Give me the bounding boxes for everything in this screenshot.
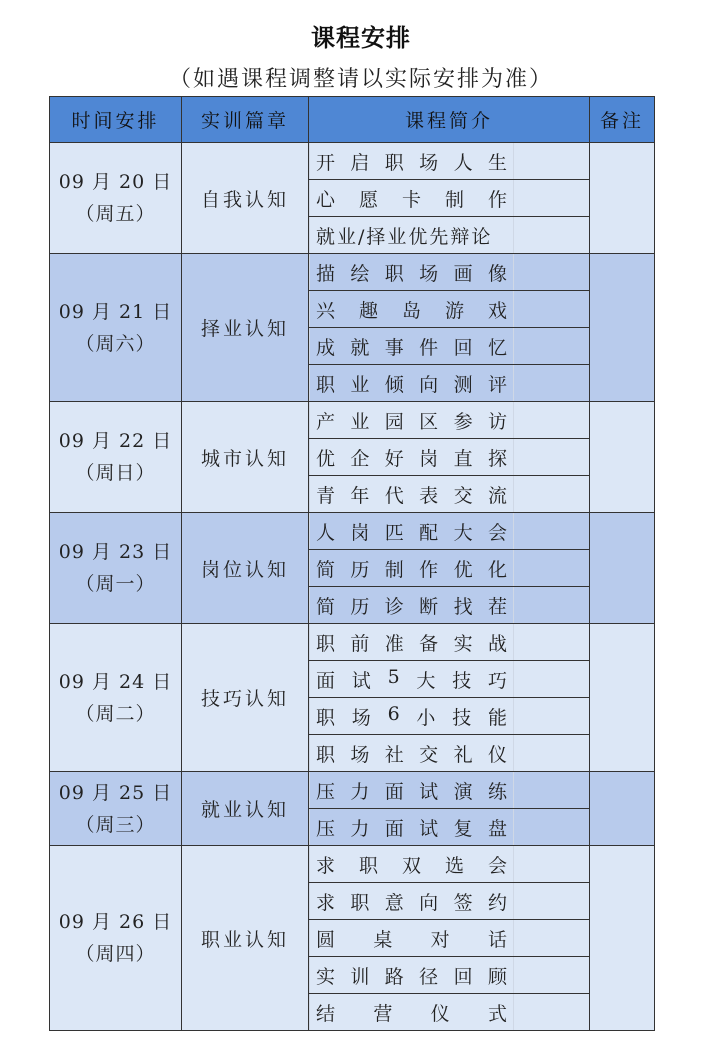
course-item (309, 143, 514, 179)
header-chapter: 实训篇章 (182, 97, 309, 143)
course-item (309, 328, 514, 364)
course-item (309, 772, 514, 808)
page-title: 课程安排 (311, 24, 411, 52)
date-cell (50, 772, 182, 846)
course-cell (309, 624, 590, 661)
course-cell (309, 661, 590, 698)
course-item (309, 994, 514, 1030)
course-cell (309, 439, 590, 476)
course-cell (309, 698, 590, 735)
course-item (309, 476, 514, 512)
course-text: 描 绘 职 场 画 像 (316, 262, 507, 285)
date-text: 09 月 20 日 (58, 171, 173, 193)
course-text: 优 企 好 岗 直 探 (316, 447, 507, 470)
table-row (50, 513, 655, 550)
course-item (309, 698, 514, 734)
date-text: 09 月 21 日 (58, 300, 173, 323)
chapter-cell: 岗位认知 (182, 513, 309, 624)
course-text: 简 历 诊 断 找 茬 (316, 595, 507, 618)
weekday-text: （周二） (75, 702, 156, 725)
course-item (309, 957, 514, 993)
course-text: 职 前 准 备 实 战 (316, 632, 507, 655)
weekday-text: （周日） (75, 462, 156, 484)
weekday-text: （周一） (75, 573, 156, 595)
date-text: 09 月 24 日 (58, 670, 173, 693)
course-cell (309, 476, 590, 513)
course-item (309, 624, 514, 660)
course-cell (309, 328, 590, 365)
course-item (309, 587, 514, 623)
course-text: 开 启 职 场 人 生 (316, 151, 507, 174)
course-item (309, 846, 514, 882)
course-item (309, 661, 514, 697)
course-item (309, 180, 514, 216)
course-cell (309, 550, 590, 587)
note-cell (590, 402, 655, 513)
schedule-body (50, 143, 655, 1031)
table-row (50, 402, 655, 439)
chapter-cell: 就业认知 (182, 772, 309, 846)
course-text: 人 岗 匹 配 大 会 (316, 521, 507, 544)
page-subtitle: （如遇课程调整请以实际安排为准） (168, 67, 553, 92)
chapter-cell: 城市认知 (182, 402, 309, 513)
course-text: 就业/择业优先辩论 (316, 225, 493, 248)
course-cell (309, 920, 590, 957)
course-text: 压 力 面 试 复 盘 (316, 817, 507, 840)
date-text: 09 月 22 日 (58, 430, 173, 452)
course-cell (309, 513, 590, 550)
course-item (309, 439, 514, 475)
course-text: 结 营 仪 式 (316, 1002, 507, 1025)
table-row (50, 254, 655, 291)
note-cell (590, 143, 655, 254)
course-item (309, 365, 514, 401)
course-text: 职 场 社 交 礼 仪 (316, 743, 507, 766)
course-cell (309, 883, 590, 920)
weekday-text: （周六） (75, 332, 156, 355)
date-text: 09 月 23 日 (58, 541, 173, 563)
course-item (309, 735, 514, 771)
header-course: 课程简介 (309, 97, 590, 143)
chapter-cell: 职业认知 (182, 846, 309, 1031)
header-time: 时间安排 (50, 97, 182, 143)
course-text: 压 力 面 试 演 练 (316, 780, 507, 803)
chapter-cell: 技巧认知 (182, 624, 309, 772)
course-cell (309, 735, 590, 772)
course-cell (309, 217, 590, 254)
date-cell (50, 402, 182, 513)
schedule-table (49, 96, 655, 1031)
course-item (309, 883, 514, 919)
date-cell (50, 624, 182, 772)
course-item (309, 291, 514, 327)
note-cell (590, 846, 655, 1031)
note-cell (590, 624, 655, 772)
course-item (309, 402, 514, 438)
table-row (50, 846, 655, 883)
chapter-cell: 择业认知 (182, 254, 309, 402)
course-item (309, 513, 514, 549)
table-row (50, 624, 655, 661)
date-cell (50, 846, 182, 1031)
date-text: 09 月 25 日 (58, 781, 173, 804)
course-text: 职 业 倾 向 测 评 (316, 373, 507, 396)
course-cell (309, 587, 590, 624)
note-cell (590, 772, 655, 846)
weekday-text: （周四） (75, 943, 156, 965)
course-cell (309, 402, 590, 439)
course-cell (309, 291, 590, 328)
table-row (50, 143, 655, 180)
course-text: 职 场 6 小 技 能 (316, 702, 507, 729)
course-item (309, 550, 514, 586)
date-text: 09 月 26 日 (58, 911, 173, 933)
course-text: 心 愿 卡 制 作 (316, 188, 507, 211)
course-cell (309, 994, 590, 1031)
course-cell (309, 772, 590, 809)
course-text: 求 职 双 选 会 (316, 854, 507, 877)
weekday-text: （周三） (75, 813, 156, 836)
header-row (50, 97, 655, 143)
course-cell (309, 254, 590, 291)
date-cell (50, 254, 182, 402)
course-text: 青 年 代 表 交 流 (316, 484, 507, 507)
course-text: 产 业 园 区 参 访 (316, 410, 507, 433)
course-text: 兴 趣 岛 游 戏 (316, 299, 507, 322)
course-text: 实 训 路 径 回 顾 (316, 965, 507, 988)
note-cell (590, 513, 655, 624)
course-item (309, 920, 514, 956)
course-item (309, 809, 514, 845)
course-text: 简 历 制 作 优 化 (316, 558, 507, 581)
course-cell (309, 365, 590, 402)
course-text: 圆 桌 对 话 (316, 928, 507, 951)
date-cell (50, 143, 182, 254)
course-cell (309, 957, 590, 994)
course-cell (309, 809, 590, 846)
course-cell (309, 143, 590, 180)
chapter-cell: 自我认知 (182, 143, 309, 254)
course-text: 成 就 事 件 回 忆 (316, 336, 507, 359)
course-item (309, 217, 514, 253)
table-row (50, 772, 655, 809)
course-item (309, 254, 514, 290)
course-cell (309, 180, 590, 217)
course-text: 求 职 意 向 签 约 (316, 891, 507, 914)
course-text: 面 试 5 大 技 巧 (316, 665, 507, 692)
weekday-text: （周五） (75, 203, 156, 225)
note-cell (590, 254, 655, 402)
header-note: 备注 (590, 97, 655, 143)
date-cell (50, 513, 182, 624)
course-cell (309, 846, 590, 883)
